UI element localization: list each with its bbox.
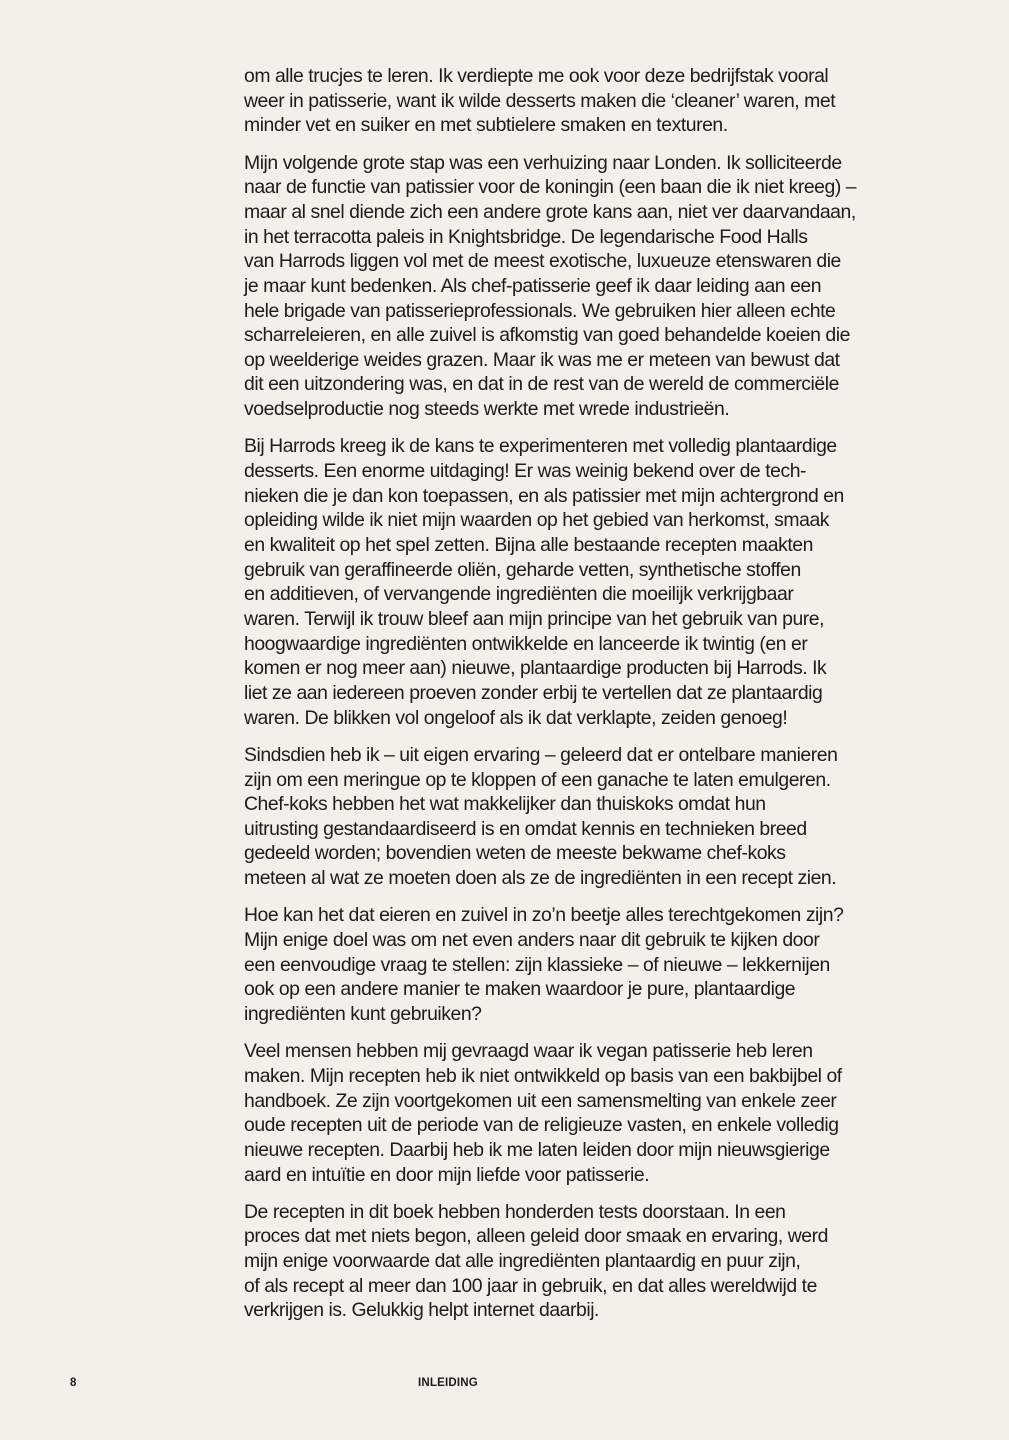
text-line: in het terracotta paleis in Knightsbridge. De legendarische Food Halls [244,225,808,248]
text-line: Hoe kan het dat eieren en zuivel in zo’n beetje alles terechtgekomen zijn? [244,904,844,927]
text-line: en additieven, of vervangende ingrediënten die moeilijk verkrijgbaar [244,583,794,606]
running-head: INLEIDING [418,1377,478,1389]
paragraph-4 [244,743,924,891]
text-line: hoogwaardige ingrediënten ontwikkelde en lanceerde ik twintig (en er [244,632,808,655]
paragraph-7 [244,1200,924,1323]
text-line: Bij Harrods kreeg ik de kans te experimenteren met volledig plantaardige [244,435,837,458]
paragraph-1 [244,64,924,138]
text-line: De recepten in dit boek hebben honderden tests doorstaan. In een [244,1200,786,1223]
paragraph-5 [244,903,924,1026]
text-line: Chef-koks hebben het wat makkelijker dan thuiskoks omdat hun [244,793,766,816]
text-line: maken. Mijn recepten heb ik niet ontwikkeld op basis van een bakbijbel of [244,1064,842,1087]
text-line: hele brigade van patisserieprofessionals. We gebruiken hier alleen echte [244,299,836,322]
text-line: gebruik van geraffineerde oliën, geharde vetten, synthetische stoffen [244,558,801,581]
text-line: of als recept al meer dan 100 jaar in gebruik, en dat alles wereldwijd te [244,1274,817,1297]
text-line: je maar kunt bedenken. Als chef-patisserie geef ik daar leiding aan een [244,274,822,297]
text-line: oude recepten uit de periode van de religieuze vasten, en enkele volledig [244,1114,839,1137]
text-line: minder vet en suiker en met subtielere smaken en texturen. [244,114,728,137]
text-line: en kwaliteit op het spel zetten. Bijna alle bestaande recepten maakten [244,534,813,556]
text-line: nieken die je dan kon toepassen, en als patissier met mijn achtergrond en [244,484,844,507]
text-line: waren. Terwijl ik trouw bleef aan mijn principe van het gebruik van pure, [244,607,825,630]
text-line: opleiding wilde ik niet mijn waarden op het gebied van herkomst, smaak [244,509,830,532]
text-line: weer in patisserie, want ik wilde desserts maken die ‘cleaner’ waren, met [244,89,836,112]
text-line: handboek. Ze zijn voortgekomen uit een samensmelting van enkele zeer [244,1089,837,1112]
text-line: liet ze aan iedereen proeven zonder erbij te vertellen dat ze plantaardig [244,681,823,704]
text-line: Mijn volgende grote stap was een verhuizing naar Londen. Ik solliciteerde [244,151,842,174]
page-number: 8 [70,1377,77,1389]
text-line: een eenvoudige vraag te stellen: zijn klassieke – of nieuwe – lekkernijen [244,953,830,976]
text-line: desserts. Een enorme uitdaging! Er was weinig bekend over de tech- [244,460,807,483]
text-line: dit een uitzondering was, en dat in de rest van de wereld de commerciële [244,373,839,396]
text-line: Veel mensen hebben mij gevraagd waar ik vegan patisserie heb leren [244,1040,813,1063]
body-text [244,64,924,1336]
text-line: maar al snel diende zich een andere grote kans aan, niet ver daarvandaan, [244,200,856,223]
text-line: scharreleieren, en alle zuivel is afkomstig van goed behandelde koeien die [244,324,850,347]
text-line: aard en intuïtie en door mijn liefde voor patisserie. [244,1163,650,1186]
text-line: voedselproductie nog steeds werkte met wrede industrieën. [244,398,730,421]
text-line: zijn om een meringue op te kloppen of een ganache te laten emulgeren. [244,768,831,791]
paragraph-3 [244,434,924,730]
text-line: om alle trucjes te leren. Ik verdiepte me ook voor deze bedrijfstak vooral [244,65,829,87]
text-line: ingrediënten kunt gebruiken? [244,1003,482,1025]
text-line: van Harrods liggen vol met de meest exotische, luxueuze etenswaren die [244,250,841,273]
text-line: Mijn enige doel was om net even anders naar dit gebruik te kijken door [244,929,820,952]
text-line: verkrijgen is. Gelukkig helpt internet daarbij. [244,1299,599,1322]
text-line: op weelderige weides grazen. Maar ik was me er meteen van bewust dat [244,348,840,371]
paragraph-6 [244,1039,924,1187]
text-line: meteen al wat ze moeten doen als ze de ingrediënten in een recept zien. [244,867,837,890]
text-line: nieuwe recepten. Daarbij heb ik me laten leiden door mijn nieuwsgierige [244,1138,830,1161]
paragraph-2 [244,151,924,422]
text-line: gedeeld worden; bovendien weten de meeste bekwame chef-koks [244,842,786,865]
text-line: waren. De blikken vol ongeloof als ik dat verklapte, zeiden genoeg! [244,706,788,729]
text-line: ook op een andere manier te maken waardoor je pure, plantaardige [244,978,796,1001]
text-line: proces dat met niets begon, alleen geleid door smaak en ervaring, werd [244,1225,828,1248]
text-line: uitrusting gestandaardiseerd is en omdat kennis en technieken breed [244,817,807,840]
text-line: naar de functie van patissier voor de koningin (een baan die ik niet kreeg) – [244,176,857,199]
text-line: Sindsdien heb ik – uit eigen ervaring – geleerd dat er ontelbare manieren [244,743,838,766]
text-line: mijn enige voorwaarde dat alle ingrediënten plantaardig en puur zijn, [244,1250,801,1273]
text-line: komen er nog meer aan) nieuwe, plantaardige producten bij Harrods. Ik [244,657,827,680]
